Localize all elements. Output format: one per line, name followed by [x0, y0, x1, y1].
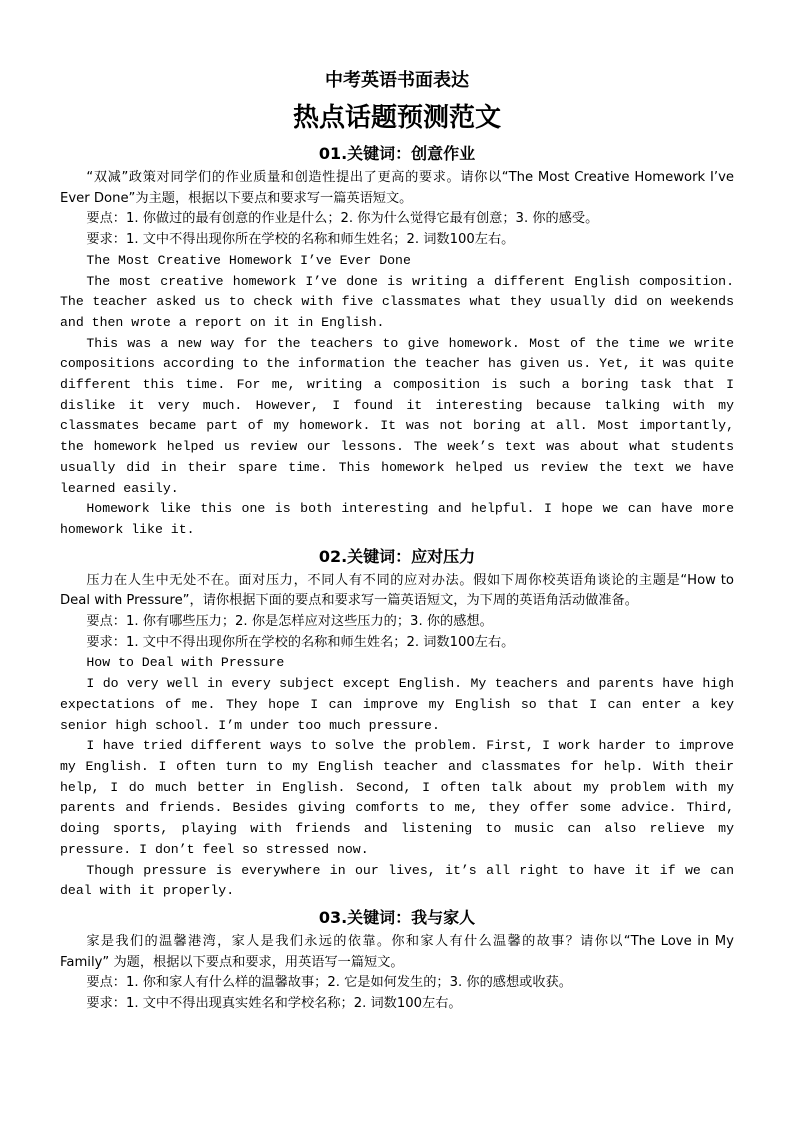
section-family: [60, 906, 734, 1015]
section-creative-homework: [60, 142, 734, 541]
task-prompt: 家是我们的温馨港湾，家人是我们永远的依靠。你和家人有什么温馨的故事？请你以“The Love in My Family” 为题，根据以下要点和要求，用英语写一篇短文。: [60, 933, 734, 970]
essay-paragraph: This was a new way for the teachers to give homework. Most of the time we write compositions according to the information the teacher has given us. Yet, it was quite different this time. For me, writing a composition is such a boring task that I dislike it very much. However, I found it interesting because talking with my classmates became part of my homework. It was not boring at all. Most importantly, the homework helped us review our lessons. The week’s text was about what students usually did in their spare time. This homework helped us review the text we have learned easily.: [60, 335, 734, 496]
task-points: 要点：1. 你有哪些压力；2. 你是怎样应对这些压力的；3. 你的感想。: [86, 614, 493, 630]
document-subtitle: 热点话题预测范文: [292, 103, 501, 133]
essay-title: How to Deal with Pressure: [86, 655, 285, 671]
task-prompt: 压力在人生中无处不在。面对压力，不同人有不同的应对办法。假如下周你校英语角谈论的主题是“How to Deal with Pressure”，请你根据下面的要点和要求写一篇英语短文，为下周的英语角活动做准备。: [60, 572, 734, 609]
task-requirements: 要求：1. 文中不得出现真实姓名和学校名称；2. 词数100左右。: [86, 996, 462, 1012]
document-page: [60, 66, 734, 1015]
task-points: 要点：1. 你做过的最有创意的作业是什么；2. 你为什么觉得它最有创意；3. 你的感受。: [86, 211, 599, 227]
essay-paragraph: Though pressure is everywhere in our lives, it’s all right to have it if we can deal with it properly.: [60, 862, 734, 899]
essay-paragraph: The most creative homework I’ve done is writing a different English composition. The teacher asked us to check with five classmates what they usually did on weekends and then wrote a report on it in English.: [60, 273, 734, 330]
task-requirements: 要求：1. 文中不得出现你所在学校的名称和师生姓名；2. 词数100左右。: [86, 232, 515, 248]
essay-paragraph: I do very well in every subject except English. My teachers and parents have high expectations of me. They hope I can improve my English so that I can enter a key senior high school. I’m under too much pressure.: [60, 676, 734, 733]
essay-title: The Most Creative Homework I’ve Ever Done: [86, 252, 411, 268]
essay-paragraph: I have tried different ways to solve the problem. First, I work harder to improve my English. I often turn to my English teacher and classmates for help. With their help, I do much better in English. Second, I often talk about my problem with my parents and friends. Besides giving comforts to me, they offer some advice. Third, doing sports, playing with friends and listening to music can also relieve my pressure. I don’t feel so stressed now.: [60, 738, 734, 857]
task-points: 要点：1. 你和家人有什么样的温馨故事；2. 它是如何发生的；3. 你的感想或收获。: [86, 975, 572, 991]
section-heading: 03.关键词：我与家人: [318, 907, 476, 927]
task-requirements: 要求：1. 文中不得出现你所在学校的名称和师生姓名；2. 词数100左右。: [86, 634, 515, 650]
task-prompt: “双减”政策对同学们的作业质量和创造性提出了更高的要求。请你以“The Most Creative Homework I’ve Ever Done”为主题，根据以下要点和要求写一篇英语短文。: [60, 170, 734, 206]
section-heading: 02.关键词：应对压力: [318, 546, 476, 566]
document-title: 中考英语书面表达: [325, 70, 469, 91]
essay-paragraph: Homework like this one is both interesting and helpful. I hope we can have more homework like it.: [60, 501, 734, 537]
section-heading: 01.关键词：创意作业: [318, 144, 476, 163]
section-pressure: [60, 545, 734, 902]
